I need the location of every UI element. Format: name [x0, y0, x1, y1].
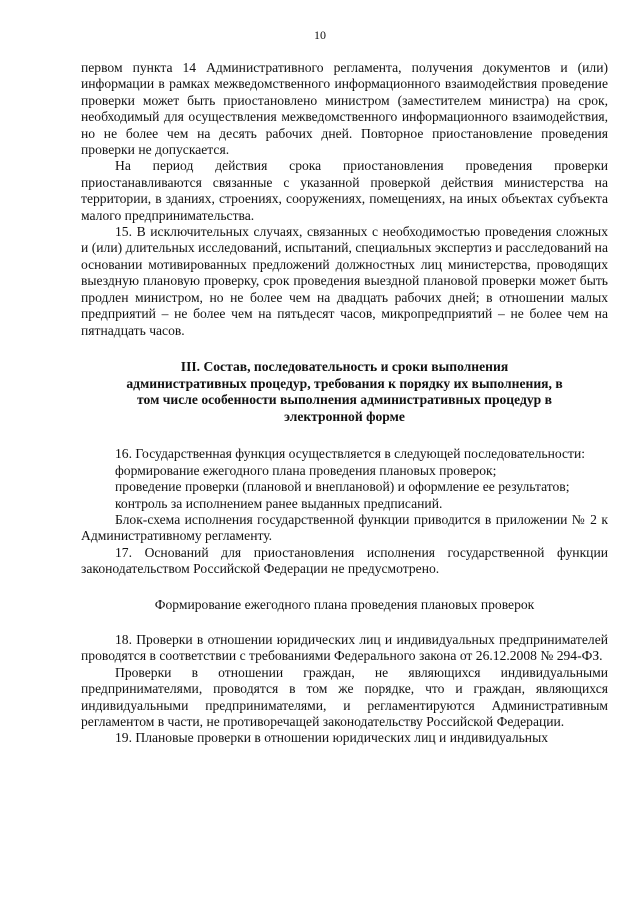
paragraph: Проверки в отношении граждан, не являющихся индивидуальными предпринимателями, проводятся в том же порядке, что и граждан, являющихся индивидуальными предпринимателями, и регламентируются Административным регламентом в части, не противоречащей законодательству Российской Федерации. — [81, 664, 608, 729]
list-item: контроль за исполнением ранее выданных предписаний. — [115, 495, 443, 511]
paragraph: 17. Оснований для приостановления исполнения государственной функции законодательством Российской Федерации не предусмотрено. — [81, 544, 608, 577]
paragraphs-bottom — [81, 632, 608, 747]
section-heading: III. Состав, последовательность и сроки выполнения административных процедур, требования к порядку их выполнения, в том числе особенности выполнения административных процедур в электронной форме — [126, 358, 563, 424]
paragraph: 19. Плановые проверки в отношении юридических лиц и индивидуальных — [115, 730, 549, 746]
paragraph: Блок-схема исполнения государственной функции приводится в приложении № 2 к Административному регламенту. — [81, 511, 608, 544]
paragraphs-top — [81, 60, 608, 339]
paragraph: первом пункта 14 Административного регламента, получения документов и (или) информации в рамках межведомственного информационного взаимодействия проведение проверки может быть приостановлено министром (заместителем министра) на срок, необходимый для осуществления межведомственного информационного взаимодействия, но не более чем на десять рабочих дней. Повторное приостановление проведения проверки не допускается. — [81, 60, 608, 158]
paragraph: 15. В исключительных случаях, связанных с необходимостью проведения сложных и (или) длительных исследований, испытаний, специальных экспертиз и расследований на основании мотивированных предложений должностных лиц министерства, проводящих выездную плановую проверку, срок проведения выездной плановой проверки может быть продлен министром, но не более чем на двадцать рабочих дней; в отношении малых предприятий – не более чем на пятьдесят часов, микропредприятий – не более чем на пятнадцать часов. — [81, 224, 608, 338]
paragraph: На период действия срока приостановления проведения проверки приостанавливаются связанные с указанной проверкой действия министерства на территории, в зданиях, строениях, сооружениях, помещениях, на иных объектах субъекта малого предпринимательства. — [81, 158, 608, 223]
sub-heading: Формирование ежегодного плана проведения плановых проверок — [154, 596, 535, 612]
page-number: 10 — [314, 28, 326, 42]
paragraphs-middle — [81, 446, 608, 577]
paragraph: 16. Государственная функция осуществляется в следующей последовательности: — [115, 446, 585, 462]
list-item: проведение проверки (плановой и внеплановой) и оформление ее результатов; — [115, 479, 570, 495]
paragraph: 18. Проверки в отношении юридических лиц и индивидуальных предпринимателей проводятся в соответствии с требованиями Федерального закона от 26.12.2008 № 294-ФЗ. — [81, 631, 608, 664]
document-body — [81, 60, 608, 747]
list-item: формирование ежегодного плана проведения плановых проверок; — [115, 462, 497, 478]
